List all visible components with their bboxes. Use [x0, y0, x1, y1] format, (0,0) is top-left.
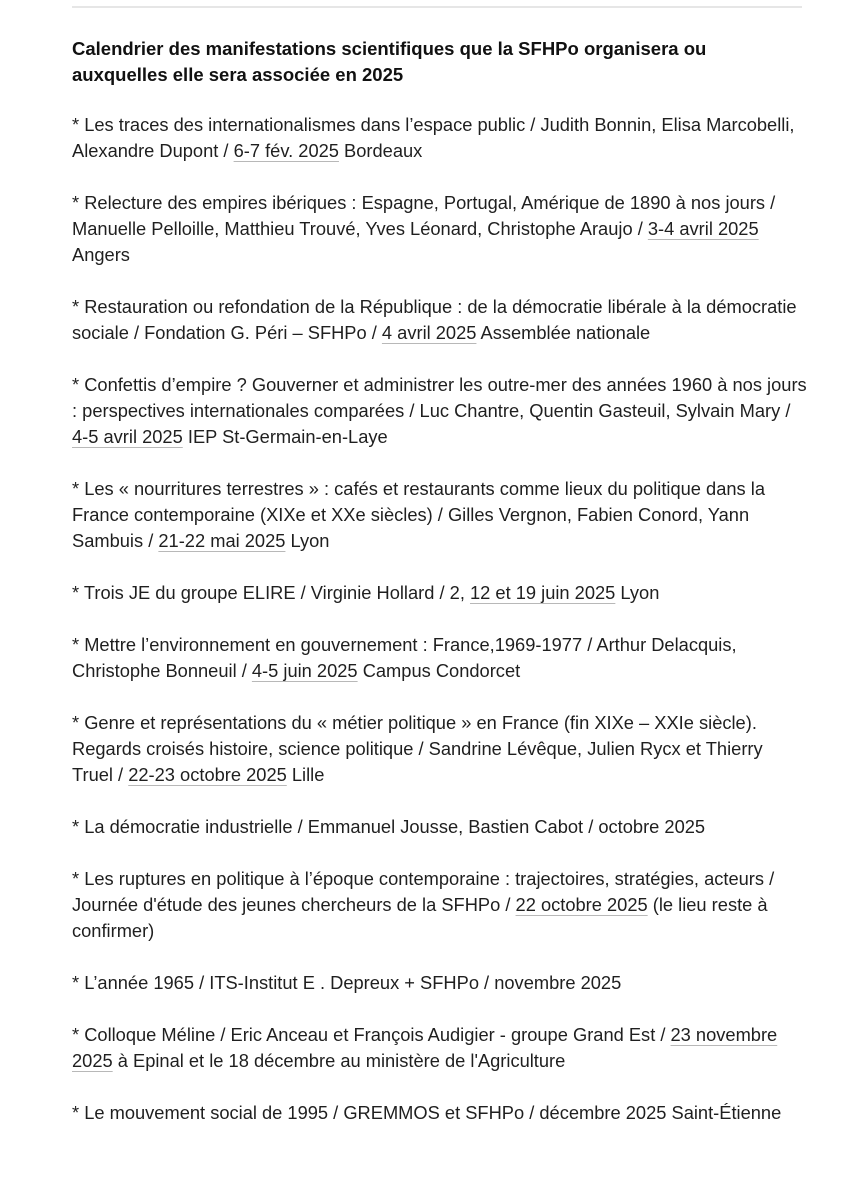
date-link[interactable]: 23 novembre 2025 [72, 1024, 778, 1071]
list-item: * Le mouvement social de 1995 / GREMMOS et SFHPo / décembre 2025 Saint-Étienne [72, 1102, 782, 1123]
list-item: * Confettis d’empire ? Gouverner et administrer les outre-mer des années 1960 à nos jours : perspectives internationales comparées / Luc Chantre, Quentin Gasteuil, Sylvain Mary / 4-5 avril 2025 IEP St-Germain-en-Laye [72, 374, 807, 447]
event-calendar [72, 36, 807, 1126]
date-link[interactable]: 4-5 juin 2025 [251, 660, 358, 681]
date-link[interactable]: 12 et 19 juin 2025 [469, 582, 616, 603]
date-link[interactable]: 4 avril 2025 [381, 322, 477, 343]
list-item: * L’année 1965 / ITS-Institut E . Depreux + SFHPo / novembre 2025 [72, 972, 622, 993]
date-link[interactable]: 4-5 avril 2025 [72, 426, 183, 447]
list-item: * Trois JE du groupe ELIRE / Virginie Hollard / 2, 12 et 19 juin 2025 Lyon [72, 582, 660, 603]
list-item: * Restauration ou refondation de la République : de la démocratie libérale à la démocratie sociale / Fondation G. Péri – SFHPo / 4 avril 2025 Assemblée nationale [72, 296, 797, 343]
page-title: Calendrier des manifestations scientifiques que la SFHPo organisera ou auxquelles elle sera associée en 2025 [72, 38, 707, 85]
list-item: * Les « nourritures terrestres » : cafés et restaurants comme lieux du politique dans la France contemporaine (XIXe et XXe siècles) / Gilles Vergnon, Fabien Conord, Yann Sambuis / 21-22 mai 2025 Lyon [72, 478, 766, 551]
list-item: * Les traces des internationalismes dans l’espace public / Judith Bonnin, Elisa Marcobelli, Alexandre Dupont / 6-7 fév. 2025 Bordeaux [72, 114, 795, 161]
list-item: * La démocratie industrielle / Emmanuel Jousse, Bastien Cabot / octobre 2025 [72, 816, 706, 837]
list-item: * Colloque Méline / Eric Anceau et François Audigier - groupe Grand Est / 23 novembre 2025 à Epinal et le 18 décembre au ministère de l'Agriculture [72, 1024, 778, 1071]
date-link[interactable]: 3-4 avril 2025 [647, 218, 759, 239]
date-link[interactable]: 22-23 octobre 2025 [128, 764, 287, 785]
list-item: * Relecture des empires ibériques : Espagne, Portugal, Amérique de 1890 à nos jours / Manuelle Pelloille, Matthieu Trouvé, Yves Léonard, Christophe Araujo / 3-4 avril 2025 Angers [72, 192, 776, 265]
list-item: * Les ruptures en politique à l’époque contemporaine : trajectoires, stratégies, acteurs / Journée d'étude des jeunes chercheurs de la SFHPo / 22 octobre 2025 (le lieu reste à confirmer) [72, 868, 775, 941]
date-link[interactable]: 22 octobre 2025 [515, 894, 648, 915]
date-link[interactable]: 6-7 fév. 2025 [233, 140, 339, 161]
list-item: * Genre et représentations du « métier politique » en France (fin XIXe – XXIe siècle). Regards croisés histoire, science politique / Sandrine Lévêque, Julien Rycx et Thierry Truel / 22-23 octobre 2025 Lille [72, 712, 763, 785]
list-item: * Mettre l’environnement en gouvernement : France,1969-1977 / Arthur Delacquis, Christophe Bonneuil / 4-5 juin 2025 Campus Condorcet [72, 634, 737, 681]
top-divider [72, 6, 802, 8]
date-link[interactable]: 21-22 mai 2025 [158, 530, 286, 551]
